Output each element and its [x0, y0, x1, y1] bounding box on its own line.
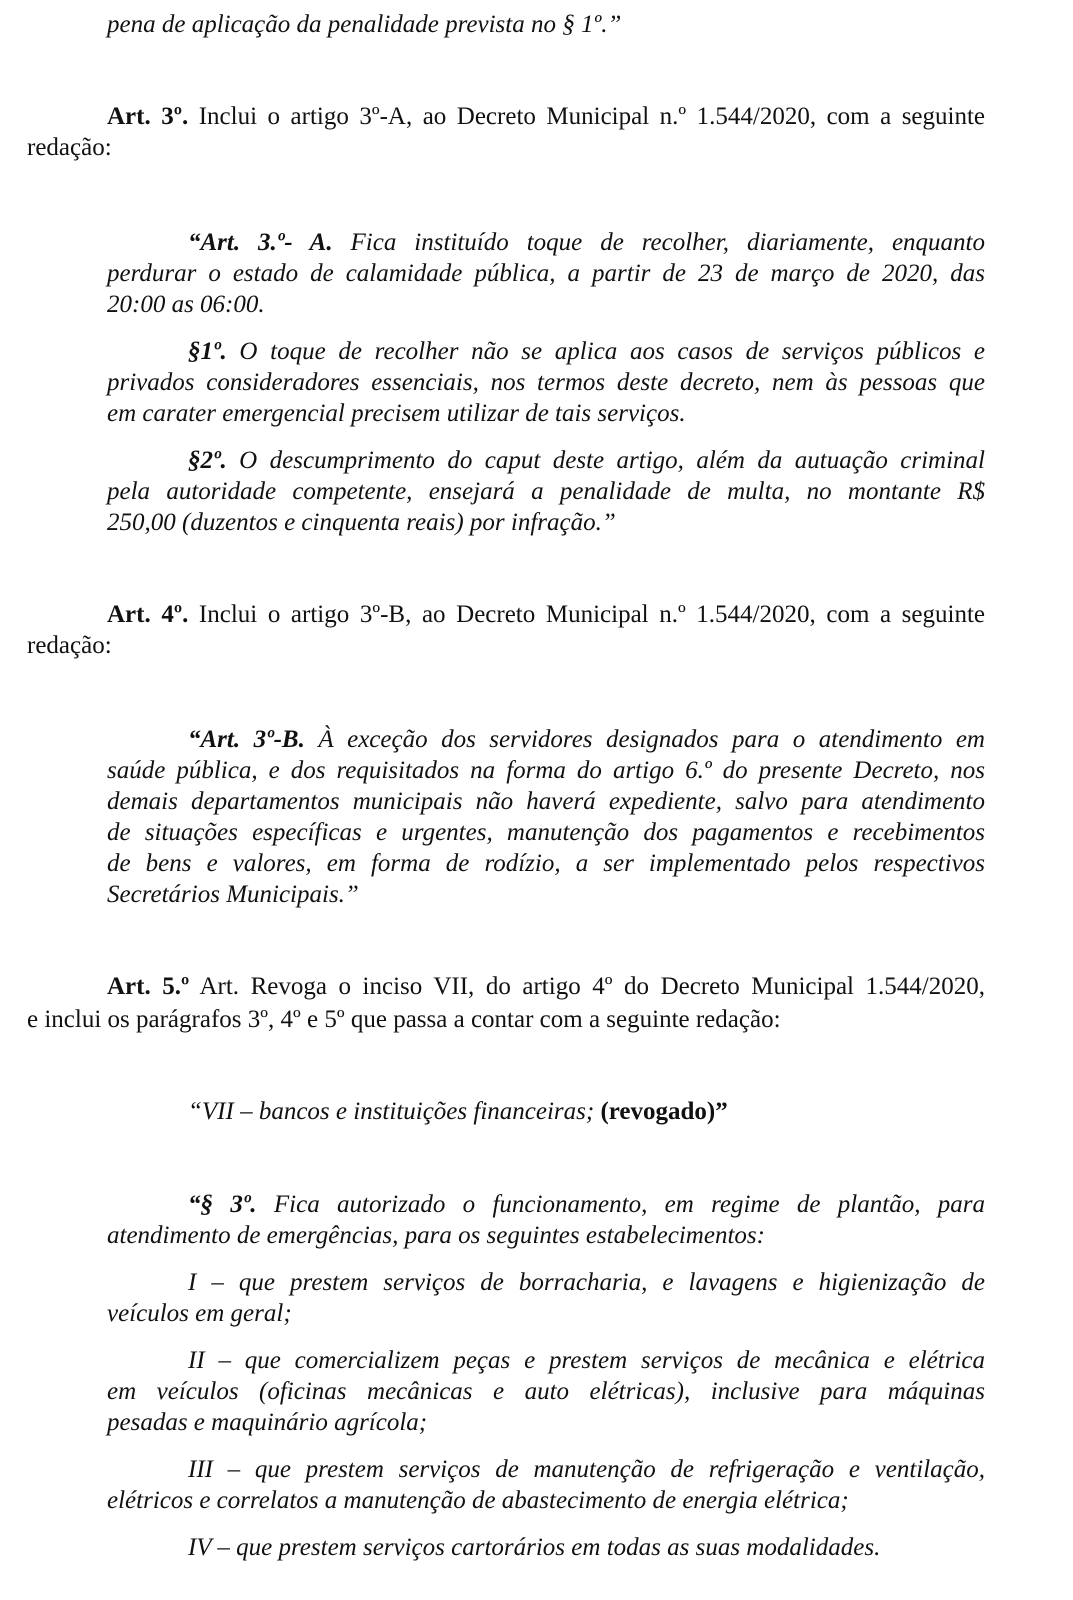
art3a-line1: “Art. 3.º- A. Fica instituído toque de recolher, diariamente, enquanto — [188, 229, 985, 256]
art5-line1: Art. 5.º Art. Revoga o inciso VII, do artigo 4º do Decreto Municipal 1.544/2020, — [107, 973, 985, 1000]
art4-label: Art. 4º. — [107, 601, 189, 628]
paragraph1-label: §1º. — [188, 338, 227, 365]
item-iv-line1: IV – que prestem serviços cartorários em todas as suas modalidades. — [188, 1534, 881, 1561]
art3a-paragraph1-line2: privados consideradores essenciais, nos termos deste decreto, nem às pessoas que — [107, 369, 985, 396]
paragraph2-label: §2º. — [188, 447, 227, 474]
art3b-line2: saúde pública, e dos requisitados na forma do artigo 6.º do presente Decreto, nos — [107, 757, 985, 784]
art3a-label: “Art. 3.º- A. — [188, 229, 333, 256]
art3a-line3: 20:00 as 06:00. — [107, 291, 265, 318]
art3-line1: Art. 3º. Inclui o artigo 3º-A, ao Decreto Municipal n.º 1.544/2020, com a seguinte — [107, 103, 986, 130]
art3b-label: “Art. 3º-B. — [188, 726, 305, 753]
art3b-line3: demais departamentos municipais não haverá expediente, salvo para atendimento — [107, 788, 985, 815]
art3a-paragraph2-line1: §2º. O descumprimento do caput deste artigo, além da autuação criminal — [188, 447, 985, 474]
art5-label: Art. 5.º — [107, 973, 190, 1000]
art3b-line4: de situações específicas e urgentes, manutenção dos pagamentos e recebimentos — [107, 819, 985, 846]
item-i-line1: I – que prestem serviços de borracharia, e lavagens e higienização de — [188, 1269, 985, 1296]
item-iii-line2: elétricos e correlatos a manutenção de abastecimento de energia elétrica; — [107, 1487, 849, 1514]
paragraph3-line2: atendimento de emergências, para os seguintes estabelecimentos: — [107, 1222, 765, 1249]
art3a-paragraph2-line3: 250,00 (duzentos e cinquenta reais) por infração.” — [107, 509, 616, 536]
item-iii-line1: III – que prestem serviços de manutenção de refrigeração e ventilação, — [188, 1456, 985, 1483]
inciso-vii-line: “VII – bancos e instituições financeiras; (revogado)” — [188, 1098, 728, 1125]
art4-line2: redação: — [27, 632, 112, 659]
art3a-paragraph1-line1: §1º. O toque de recolher não se aplica aos casos de serviços públicos e — [188, 338, 985, 365]
art3-line2: redação: — [27, 134, 112, 161]
revoked-label: (revogado)” — [600, 1098, 728, 1125]
art3a-line2: perdurar o estado de calamidade pública, a partir de 23 de março de 2020, das — [107, 260, 985, 287]
paragraph3-line1: “§ 3º. Fica autorizado o funcionamento, em regime de plantão, para — [188, 1191, 985, 1218]
item-ii-line3: pesadas e maquinário agrícola; — [107, 1409, 428, 1436]
art3b-line6: Secretários Municipais.” — [107, 881, 359, 908]
item-i-line2: veículos em geral; — [107, 1300, 292, 1327]
art3b-line5: de bens e valores, em forma de rodízio, a ser implementado pelos respectivos — [107, 850, 985, 877]
art3-label: Art. 3º. — [107, 103, 189, 130]
paragraph3-label: “§ 3º. — [188, 1191, 257, 1218]
item-ii-line2: em veículos (oficinas mecânicas e auto elétricas), inclusive para máquinas — [107, 1378, 985, 1405]
art5-line2: e inclui os parágrafos 3º, 4º e 5º que passa a contar com a seguinte redação: — [27, 1006, 781, 1033]
art3a-paragraph2-line2: pela autoridade competente, ensejará a penalidade de multa, no montante R$ — [107, 478, 985, 505]
art3a-paragraph1-line3: em carater emergencial precisem utilizar de tais serviços. — [107, 400, 686, 427]
art4-line1: Art. 4º. Inclui o artigo 3º-B, ao Decreto Municipal n.º 1.544/2020, com a seguinte — [107, 601, 985, 628]
continuation-line: pena de aplicação da penalidade prevista no § 1º.” — [107, 11, 622, 38]
item-ii-line1: II – que comercializem peças e prestem serviços de mecânica e elétrica — [188, 1347, 985, 1374]
art3b-line1: “Art. 3º-B. À exceção dos servidores designados para o atendimento em — [188, 726, 985, 753]
